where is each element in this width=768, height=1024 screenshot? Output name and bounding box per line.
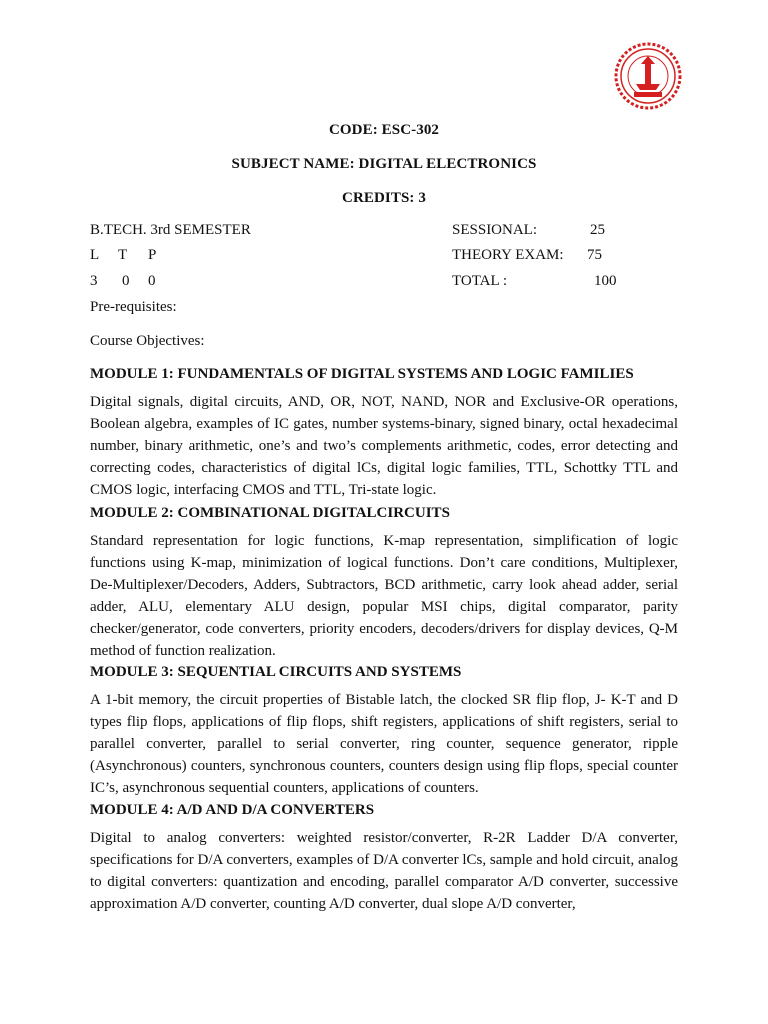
sessional-label: SESSIONAL: [452,222,538,238]
prerequisites-label: Pre-requisites: [90,299,177,315]
module-1-title: MODULE 1: FUNDAMENTALS OF DIGITAL SYSTEMS AND LOGIC FAMILIES [90,366,634,382]
theory-exam-label: THEORY EXAM: [452,247,564,263]
module-3-body: A 1-bit memory, the circuit properties of Bistable latch, the clocked SR flip flop, J- K-T and D types flip flops, applications of flip flops, shift registers, applications of shift registers, serial to parallel converter, parallel to serial converter, ring counter, sequence generator, ripple (Asynchronous) counters, synchronous counters, counters design using flip flops, special counter IC’s, asynchronous sequential counters, applications of counters. [90,692,678,796]
semester-label: B.TECH. 3rd SEMESTER [90,222,251,238]
sessional-value: 25 [590,222,605,238]
credits: CREDITS: 3 [342,190,426,206]
university-seal-logo [614,42,682,110]
module-2-title: MODULE 2: COMBINATIONAL DIGITALCIRCUITS [90,505,450,521]
ltp-label-t: T [118,247,128,263]
ltp-value-t: 0 [122,273,130,289]
course-objectives-label: Course Objectives: [90,333,205,349]
course-code: CODE: ESC-302 [328,122,440,138]
ltp-label-p: P [148,247,157,263]
ltp-value-p: 0 [148,273,156,289]
ltp-value-l: 3 [90,273,98,289]
total-label: TOTAL : [452,273,508,289]
subject-name: SUBJECT NAME: DIGITAL ELECTRONICS [231,156,537,172]
theory-exam-value: 75 [587,247,602,263]
total-value: 100 [594,273,617,289]
module-4-body: Digital to analog converters: weighted resistor/converter, R-2R Ladder D/A converter, specifications for D/A converters, examples of D/A converter lCs, sample and hold circuit, analog to digital converters: quantization and encoding, parallel comparator A/D converter, successive approximation A/D converter, counting A/D converter, dual slope A/D converter, [90,830,678,912]
ltp-label-l: L [90,247,100,263]
module-2-body: Standard representation for logic functions, K-map representation, simplification of logic functions using K-map, minimization of logical functions. Don’t care conditions, Multiplexer, De-Multiplexer/Decoders, Adders, Subtractors, BCD arithmetic, carry look ahead adder, serial adder, ALU, elementary ALU design, popular MSI chips, digital comparator, parity checker/generator, code converters, priority encoders, decoders/drivers for display devices, Q-M method of function realization. [90,533,678,659]
module-3-title: MODULE 3: SEQUENTIAL CIRCUITS AND SYSTEMS [90,664,462,680]
module-4-title: MODULE 4: A/D AND D/A CONVERTERS [90,802,375,818]
module-1-body: Digital signals, digital circuits, AND, OR, NOT, NAND, NOR and Exclusive-OR operations, Boolean algebra, examples of IC gates, number systems-binary, signed binary, octal hexadecimal number, binary arithmetic, one’s and two’s complements arithmetic, codes, error detecting and correcting codes, characteristics of digital lCs, digital logic families, TTL, Schottky TTL and CMOS logic, interfacing CMOS and TTL, Tri-state logic. [90,394,678,498]
